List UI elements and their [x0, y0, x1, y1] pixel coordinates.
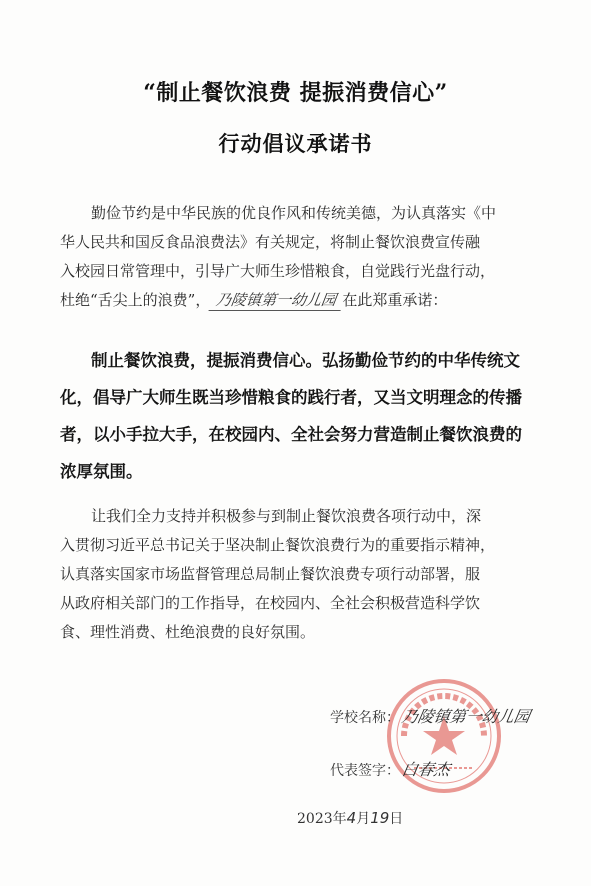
pledge-line-3: 者，以小手拉大手，在校园内、全社会努力营造制止餐饮浪费的	[60, 425, 522, 444]
intro-line-4-suffix: 在此郑重承诺：	[342, 291, 448, 309]
closing-paragraph	[60, 502, 591, 647]
document-date	[297, 808, 403, 828]
date-year-suffix: 年	[332, 811, 347, 827]
intro-line-4-prefix: 杜绝“舌尖上的浪费”，	[60, 291, 211, 309]
pledge-paragraph	[60, 342, 591, 490]
representative-label: 代表签字：	[330, 763, 400, 779]
school-name-value: 乃陵镇第一幼儿园	[400, 707, 532, 726]
intro-line-2: 华人民共和国反食品浪费法》有关规定，将制止餐饮浪费宣传融	[60, 233, 481, 251]
pledge-line-1: 制止餐饮浪费，提振消费信心。弘扬勤俭节约的中华传统文	[91, 351, 520, 370]
intro-line-4	[60, 286, 591, 315]
date-year: 2023	[297, 811, 333, 827]
intro-line-1: 勤俭节约是中华民族的优良作风和传统美德，为认真落实《中	[91, 204, 497, 222]
school-name-label: 学校名称：	[330, 710, 400, 726]
school-name-field	[330, 704, 590, 727]
closing-line-5: 食、理性消费、杜绝浪费的良好氛围。	[60, 623, 316, 641]
date-day-suffix: 日	[389, 811, 404, 827]
closing-line-4: 从政府相关部门的工作指导，在校园内、全社会积极营造科学饮	[60, 594, 481, 612]
document-subtitle: 行动倡议承诺书	[218, 131, 373, 156]
date-day: 19	[370, 809, 390, 827]
document-title: “制止餐饮浪费 提振消费信心”	[143, 80, 448, 106]
closing-line-3: 认真落实国家市场监督管理总局制止餐饮浪费专项行动部署，服	[60, 565, 481, 583]
intro-paragraph	[60, 199, 591, 315]
representative-field	[330, 757, 590, 780]
pledge-line-4: 浓厚氛围。	[60, 462, 143, 481]
handwritten-school-name: 乃陵镇第一幼儿园	[209, 290, 344, 311]
closing-line-1: 让我们全力支持并积极参与到制止餐饮浪费各项行动中，深	[91, 507, 482, 525]
closing-line-2: 入贯彻习近平总书记关于坚决制止餐饮浪费行为的重要指示精神，	[60, 536, 496, 554]
date-month-suffix: 月	[356, 811, 371, 827]
representative-signature: 白春杰	[400, 760, 452, 779]
pledge-line-2: 化，倡导广大师生既当珍惜粮食的践行者，又当文明理念的传播	[60, 388, 522, 407]
date-month: 4	[346, 809, 357, 827]
intro-line-3: 入校园日常管理中，引导广大师生珍惜粮食，自觉践行光盘行动，	[60, 262, 496, 280]
